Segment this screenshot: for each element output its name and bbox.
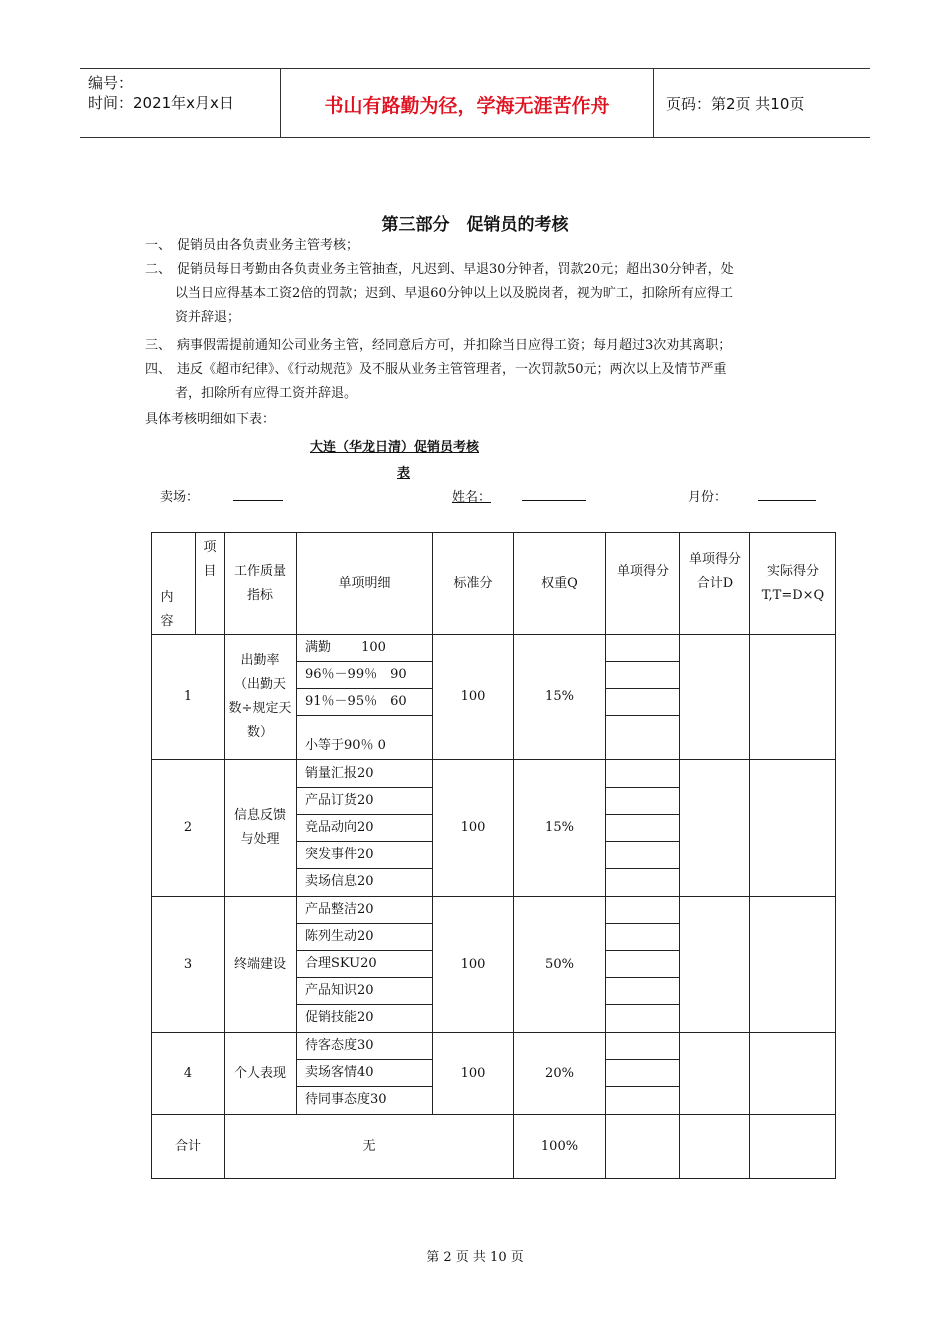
table-rule: [296, 1004, 433, 1005]
table-rule: [296, 868, 433, 869]
detail-item: 小等于90％ 0: [305, 738, 386, 753]
weight-value: 15%: [545, 689, 574, 704]
name-label: 姓名：: [452, 490, 492, 505]
table-rule: [605, 532, 606, 1178]
total-detail: 无: [362, 1138, 376, 1154]
detail-intro: 具体考核明细如下表：: [145, 412, 276, 427]
table-rule: [296, 950, 433, 951]
table-rule: [296, 715, 433, 716]
detail-item: 陈列生动20: [305, 929, 374, 944]
row-indicator: 出勤率（出勤天数÷规定天数）: [228, 653, 292, 740]
table-rule: [605, 1086, 680, 1087]
row-number: 2: [183, 820, 193, 835]
table-rule: [605, 923, 680, 924]
store-label: 卖场：: [160, 490, 200, 505]
table-rule: [605, 661, 680, 662]
table-rule: [605, 977, 680, 978]
table-rule: [605, 715, 680, 716]
para-number: 四、: [145, 362, 172, 377]
detail-item: 96％－99％ 90: [305, 667, 407, 682]
detail-item: 竞品动向20: [305, 820, 374, 835]
standard-score: 100: [460, 820, 486, 835]
code-label: 编号：: [88, 74, 134, 92]
month-underline[interactable]: [758, 500, 816, 501]
detail-item: 突发事件20: [305, 847, 374, 862]
para-line: 资并辞退；: [175, 310, 241, 325]
detail-item: 卖场信息20: [305, 874, 374, 889]
weight-value: 20%: [545, 1065, 574, 1081]
table-rule: [296, 1059, 433, 1060]
section-title: 第三部分 促销员的考核: [381, 215, 569, 235]
detail-item: 卖场客情40: [305, 1065, 374, 1080]
table-rule: [835, 532, 836, 1179]
para-number: 一、: [145, 238, 172, 253]
standard-score: 100: [460, 956, 486, 972]
table-rule: [679, 532, 680, 1178]
table-rule: [224, 532, 225, 1178]
para-line: 促销员每日考勤由各负责业务主管抽查，凡迟到、早退30分钟者，罚款20元；超出30分钟者，处: [177, 262, 734, 277]
table-rule: [195, 532, 196, 634]
table-rule: [605, 1059, 680, 1060]
table-title: 大连（华龙日清）促销员考核: [310, 440, 480, 455]
table-rule: [605, 841, 680, 842]
row-number: 3: [183, 956, 193, 972]
detail-item: 产品订货20: [305, 793, 374, 808]
header-indicator: 工作质量指标: [233, 564, 286, 603]
para-number: 二、: [145, 262, 172, 277]
para-line: 促销员由各负责业务主管考核；: [177, 238, 360, 253]
row-number: 4: [183, 1065, 193, 1081]
table-rule: [605, 950, 680, 951]
table-rule: [605, 814, 680, 815]
page-header: [80, 68, 870, 138]
detail-item: 产品知识20: [305, 983, 374, 998]
detail-item: 满勤 100: [305, 640, 386, 655]
name-underline[interactable]: [522, 500, 586, 501]
detail-item: 待客态度30: [305, 1038, 374, 1053]
header-standard: 标准分: [453, 575, 493, 591]
standard-score: 100: [460, 1065, 486, 1081]
header-content: 内容: [160, 590, 174, 629]
paragraph-2: [145, 258, 815, 330]
paragraph-3: [145, 334, 815, 358]
para-line: 以当日应得基本工资2倍的罚款；迟到、早退60分钟以上以及脱岗者，视为旷工，扣除所有应得工: [175, 286, 733, 301]
table-rule: [296, 787, 433, 788]
table-rule: [605, 868, 680, 869]
table-rule: [296, 1086, 433, 1087]
row-indicator: 终端建设: [233, 956, 286, 972]
header-item: 项目: [203, 540, 217, 579]
header-actual: 实际得分T,T=D×Q: [761, 564, 825, 603]
para-line: 者，扣除所有应得工资并辞退。: [175, 386, 358, 401]
total-label: 合计: [174, 1138, 201, 1154]
table-rule: [296, 814, 433, 815]
table-rule: [605, 688, 680, 689]
para-number: 三、: [145, 338, 172, 353]
paragraph-4: [145, 358, 815, 406]
store-underline[interactable]: [233, 500, 283, 501]
table-rule: [296, 977, 433, 978]
detail-item: 合理SKU20: [305, 956, 377, 971]
time-label: 时间：2021年x月x日: [88, 94, 234, 112]
detail-item: 促销技能20: [305, 1010, 374, 1025]
page-footer: 第 2 页 共 10 页: [426, 1250, 524, 1265]
detail-item: 销量汇报20: [305, 766, 374, 781]
standard-score: 100: [460, 689, 486, 704]
paragraph-1: [145, 234, 815, 258]
page-indicator: 页码：第2页 共10页: [666, 95, 805, 113]
table-rule: [605, 1004, 680, 1005]
header-weight: 权重Q: [541, 575, 578, 591]
table-rule: [749, 532, 750, 1178]
row-indicator: 个人表现: [233, 1065, 286, 1081]
table-rule: [296, 688, 433, 689]
detail-item: 产品整洁20: [305, 902, 374, 917]
total-weight: 100%: [540, 1138, 579, 1154]
detail-item: 91％－95％ 60: [305, 694, 407, 709]
table-title-cont: 表: [397, 466, 411, 481]
header-sum: 单项得分合计D: [688, 552, 741, 591]
header-score: 单项得分: [616, 564, 669, 579]
table-rule: [296, 923, 433, 924]
weight-value: 50%: [545, 956, 574, 972]
row-number: 1: [183, 689, 193, 704]
weight-value: 15%: [545, 820, 574, 835]
header-motto: 书山有路勤为径，学海无涯苦作舟: [324, 95, 610, 117]
table-rule: [296, 841, 433, 842]
header-detail: 单项明细: [338, 575, 391, 591]
para-line: 违反《超市纪律》、《行动规范》及不服从业务主管管理者，一次罚款50元；两次以上及情节严重: [177, 362, 727, 377]
table-rule: [151, 1178, 836, 1179]
table-rule: [296, 661, 433, 662]
header-meta: [88, 73, 278, 113]
divider: [653, 69, 654, 137]
detail-item: 待同事态度30: [305, 1092, 387, 1107]
table-rule: [605, 787, 680, 788]
para-line: 病事假需提前通知公司业务主管，经同意后方可，并扣除当日应得工资；每月超过3次劝其离职；: [177, 338, 732, 353]
row-indicator: 信息反馈与处理: [233, 808, 286, 847]
month-label: 月份：: [688, 490, 728, 505]
